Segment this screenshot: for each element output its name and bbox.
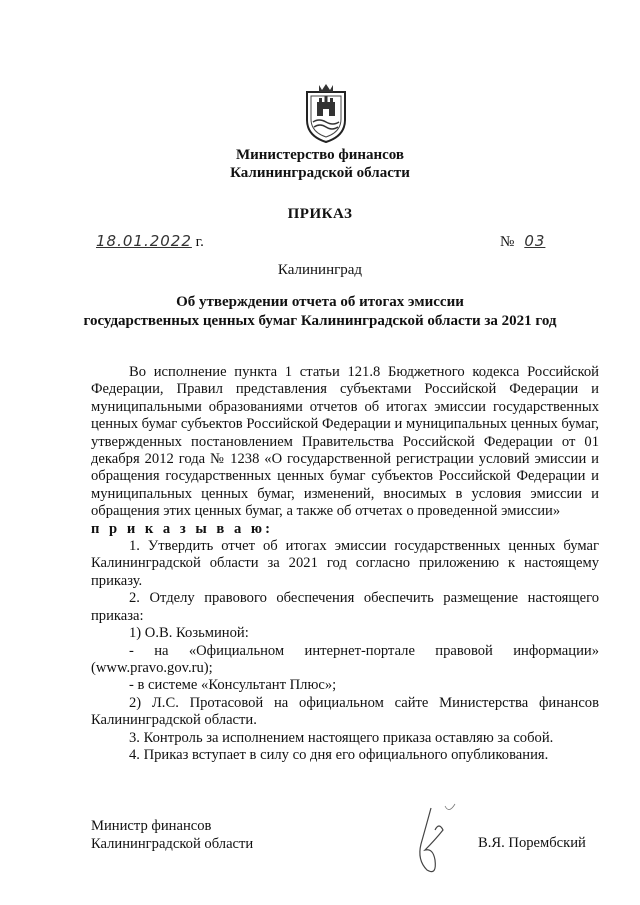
document-type-title: ПРИКАЗ: [287, 206, 353, 222]
subject-line-2: государственных ценных бумаг Калининградской области за 2021 год: [83, 313, 557, 329]
order-item-4: 4. Приказ вступает в силу со дня его официального опубликования.: [129, 746, 549, 763]
handwritten-number: 03: [524, 232, 546, 250]
order-body: [91, 364, 599, 764]
order-item-2: 2. Отделу правового обеспечения обеспечить размещение настоящего приказа:: [91, 590, 599, 624]
order-subject: [0, 293, 640, 331]
city-name: Калининград: [277, 262, 363, 278]
preamble-paragraph: Во исполнение пункта 1 статьи 121.8 Бюджетного кодекса Российской Федерации, Правил представления субъектами Российской Федерации и муниципальными образованиями отчетов об итогах эмиссии государственных ценных бумаг субъектов Российской Федерации и муниципальных ценных бумаг, утвержденных постановлением Правительства Российской Федерации от 01 декабря 2012 года № 1238 «О государственной регистрации условий эмиссии и обращения государственных ценных бумаг субъектов Российской Федерации и муниципальных ценных бумаг, изменений, вносимых в условия эмиссии и обращения этих ценных бумаг, а также об отчетах о проведенной эмиссии»: [91, 364, 599, 520]
position-line-1: Министр финансов: [91, 818, 212, 834]
order-date: [96, 232, 204, 251]
signatory-position: [91, 817, 253, 853]
order-item-3: 3. Контроль за исполнением настоящего приказа оставляю за собой.: [129, 729, 554, 746]
order-subitem-1-a: - на «Официальном интернет-портале правовой информации» (www.pravo.gov.ru);: [91, 642, 599, 676]
subject-line-1: Об утверждении отчета об итогах эмиссии: [176, 294, 464, 310]
signatory-name: В.Я. Порембский: [478, 835, 586, 851]
ministry-line-1: Министерство финансов: [235, 147, 405, 163]
order-directive-word: п р и к а з ы в а ю:: [91, 520, 273, 537]
handwritten-signature: [395, 800, 475, 880]
position-line-2: Калининградской области: [91, 836, 254, 852]
date-suffix: г.: [195, 234, 204, 250]
coat-of-arms-emblem: [303, 82, 349, 144]
order-number: [500, 232, 582, 251]
number-label: №: [500, 234, 515, 250]
ministry-name: [0, 146, 640, 182]
order-subitem-2: 2) Л.С. Протасовой на официальном сайте Министерства финансов Калининградской области.: [91, 694, 599, 729]
handwritten-date: 18.01.2022: [96, 232, 192, 250]
order-subitem-1: 1) О.В. Козьминой:: [129, 625, 249, 642]
ministry-line-2: Калининградской области: [230, 165, 410, 181]
order-subitem-1-b: - в системе «Консультант Плюс»;: [129, 677, 337, 694]
order-item-1: 1. Утвердить отчет об итогах эмиссии государственных ценных бумаг Калининградской области за 2021 год согласно приложению к настоящему приказу.: [91, 538, 599, 589]
